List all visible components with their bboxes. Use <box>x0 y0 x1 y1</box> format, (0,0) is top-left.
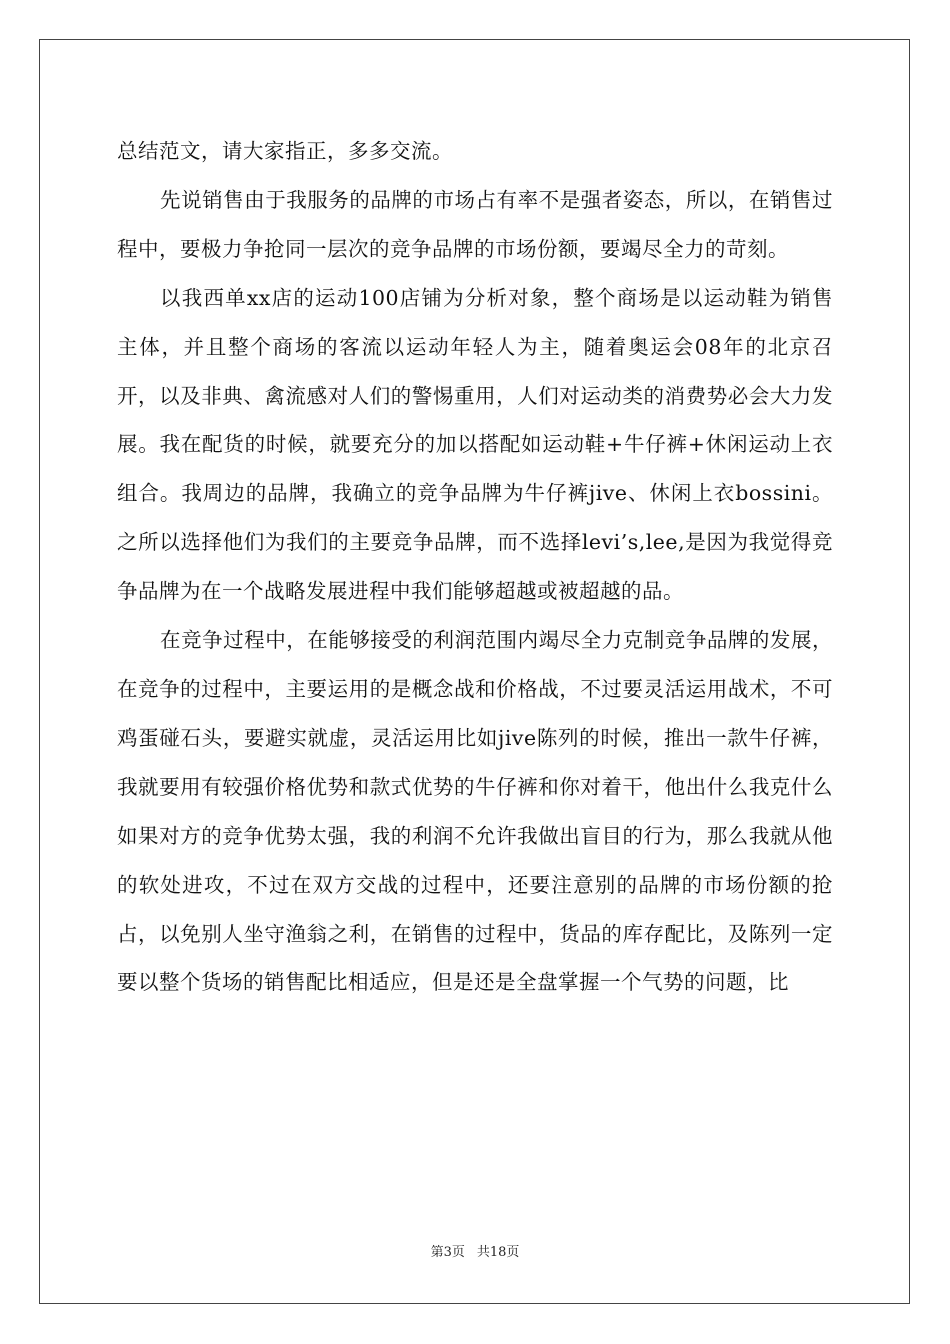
page-number: 第3页 <box>430 1245 465 1260</box>
document-body <box>117 127 833 1007</box>
page-footer <box>0 1241 950 1260</box>
page-total: 共18页 <box>476 1245 520 1260</box>
paragraph-competition: 在竞争过程中，在能够接受的利润范围内竭尽全力克制竞争品牌的发展，在竞争的过程中，主要运用的是概念战和价格战，不过要灵活运用战术，不可鸡蛋碰石头，要避实就虚，灵活运用比如jive陈列的时候，推出一款牛仔裤，我就要用有较强价格优势和款式优势的牛仔裤和你对着干，他出什么我克什么如果对方的竞争优势太强，我的利润不允许我做出盲目的行为，那么我就从他的软处进攻，不过在双方交战的过程中，还要注意别的品牌的市场份额的抢占，以免别人坐守渔翁之利，在销售的过程中，货品的库存配比，及陈列一定要以整个货场的销售配比相适应，但是还是全盘掌握一个气势的问题，比 <box>117 628 833 995</box>
paragraph-sales-strategy: 先说销售由于我服务的品牌的市场占有率不是强者姿态，所以，在销售过程中，要极力争抢同一层次的竞争品牌的市场份额，要竭尽全力的苛刻。 <box>117 187 833 261</box>
paragraph-store-analysis: 以我西单xx店的运动100店铺为分析对象，整个商场是以运动鞋为销售主体，并且整个商场的客流以运动年轻人为主，随着奥运会08年的北京召开，以及非典、禽流感对人们的警惕重用，人们对运动类的消费势必会大力发展。我在配货的时候，就要充分的加以搭配如运动鞋+牛仔裤+休闲运动上衣组合。我周边的品牌，我确立的竞争品牌为牛仔裤jive、休闲上衣bossini。之所以选择他们为我们的主要竞争品牌，而不选择levi’s,lee,是因为我觉得竞争品牌为在一个战略发展进程中我们能够超越或被超越的品。 <box>117 285 833 604</box>
paragraph-continuation: 总结范文，请大家指正，多多交流。 <box>117 139 453 163</box>
